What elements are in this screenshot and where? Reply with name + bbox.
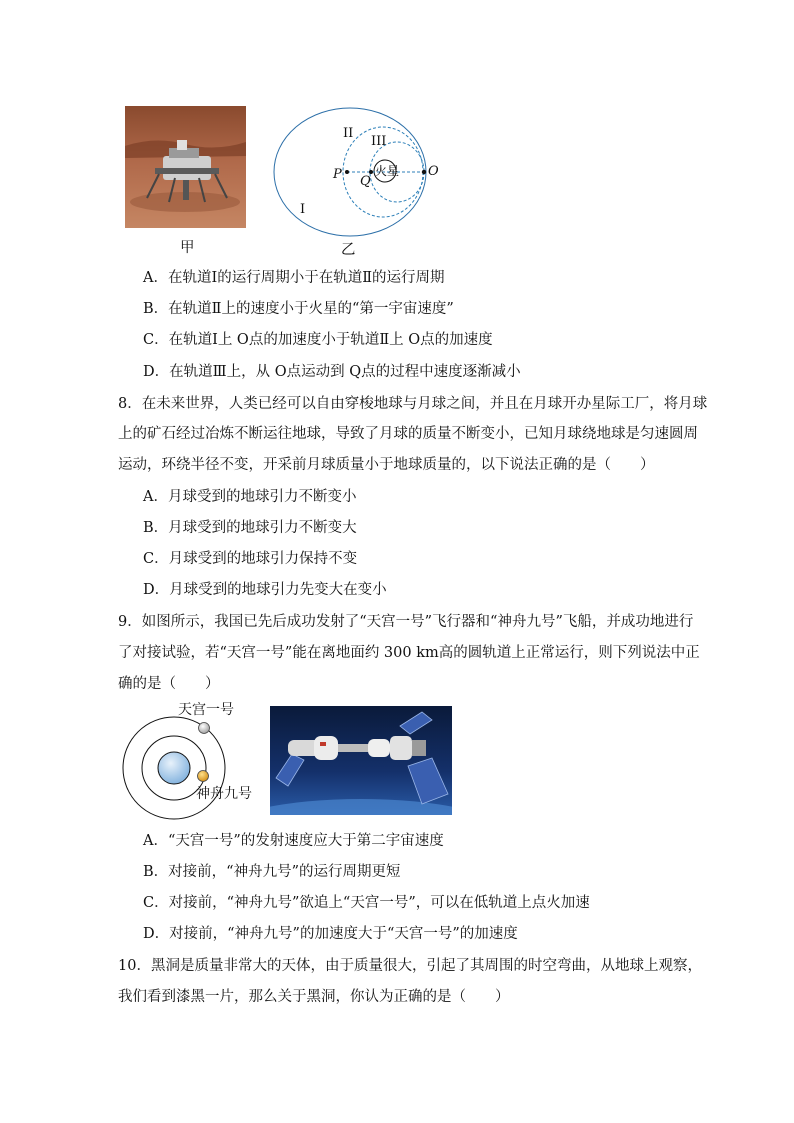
q7-option-d: D．在轨道Ⅲ上，从 O点运动到 Q点的过程中速度逐渐减小 xyxy=(143,364,521,380)
q7-option-b: B．在轨道Ⅱ上的速度小于火星的“第一宇宙速度” xyxy=(143,301,454,317)
earth xyxy=(158,752,190,784)
figure-caption-right: 乙 xyxy=(341,242,356,258)
orbit-label-2: II xyxy=(343,126,354,141)
point-o-label: O xyxy=(428,164,439,179)
q9-option-c: C．对接前，“神舟九号”欲追上“天宫一号”，可以在低轨道上点火加速 xyxy=(143,895,590,911)
q7-option-a: A．在轨道Ⅰ的运行周期小于在轨道Ⅱ的运行周期 xyxy=(143,270,445,286)
point-p-label: P xyxy=(333,167,342,182)
q8-option-d: D．月球受到的地球引力先变大在变小 xyxy=(143,582,387,598)
shenzhou-label: 神舟九号 xyxy=(196,786,252,802)
q9-text-line-3: 确的是（ ） xyxy=(118,676,220,692)
q9-text-line-2: 了对接试验，若“天宫一号”能在离地面约 300 km高的圆轨道上正常运行，则下列说法中正 xyxy=(118,645,700,661)
mars-label: 火星 xyxy=(375,164,400,178)
q10-text-line-1: 10．黑洞是质量非常大的天体，由于质量很大，引起了其周围的时空弯曲，从地球上观察， xyxy=(118,958,702,974)
q9-option-b: B．对接前，“神舟九号”的运行周期更短 xyxy=(143,864,401,880)
q8-option-c: C．月球受到的地球引力保持不变 xyxy=(143,551,358,567)
shenzhou-satellite xyxy=(198,771,209,782)
tiangong-satellite xyxy=(199,723,210,734)
q9-option-d: D．对接前，“神舟九号”的加速度大于“天宫一号”的加速度 xyxy=(143,926,518,942)
q8-text-line-1: 8．在未来世界，人类已经可以自由穿梭地球与月球之间，并且在月球开办星际工厂，将月球 xyxy=(118,396,708,412)
q9-text-line-1: 9．如图所示，我国已先后成功发射了“天宫一号”飞行器和“神舟九号”飞船，并成功地进行 xyxy=(118,614,694,630)
q8-option-a: A．月球受到的地球引力不断变小 xyxy=(143,489,357,505)
orbit-label-3: III xyxy=(371,134,387,149)
tiangong-label: 天宫一号 xyxy=(178,702,234,718)
docking-orbit-diagram xyxy=(120,712,230,822)
q8-option-b: B．月球受到的地球引力不断变大 xyxy=(143,520,357,536)
figure-caption-left: 甲 xyxy=(180,240,195,256)
point-q-label: Q xyxy=(360,174,371,189)
q7-option-c: C．在轨道Ⅰ上 O点的加速度小于轨道Ⅱ上 O点的加速度 xyxy=(143,332,493,348)
docking-photo xyxy=(270,706,452,815)
q8-text-line-2: 上的矿石经过冶炼不断运往地球，导致了月球的质量不断变小，已知月球绕地球是匀速圆周 xyxy=(118,426,698,442)
q8-text-line-3: 运动，环绕半径不变，开采前月球质量小于地球质量的，以下说法正确的是（ ） xyxy=(118,457,655,473)
mars-lander-photo xyxy=(125,106,246,228)
orbit-label-1: I xyxy=(300,202,306,217)
q9-option-a: A．“天宫一号”的发射速度应大于第二宇宙速度 xyxy=(143,833,444,849)
q10-text-line-2: 我们看到漆黑一片，那么关于黑洞，你认为正确的是（ ） xyxy=(118,989,510,1005)
